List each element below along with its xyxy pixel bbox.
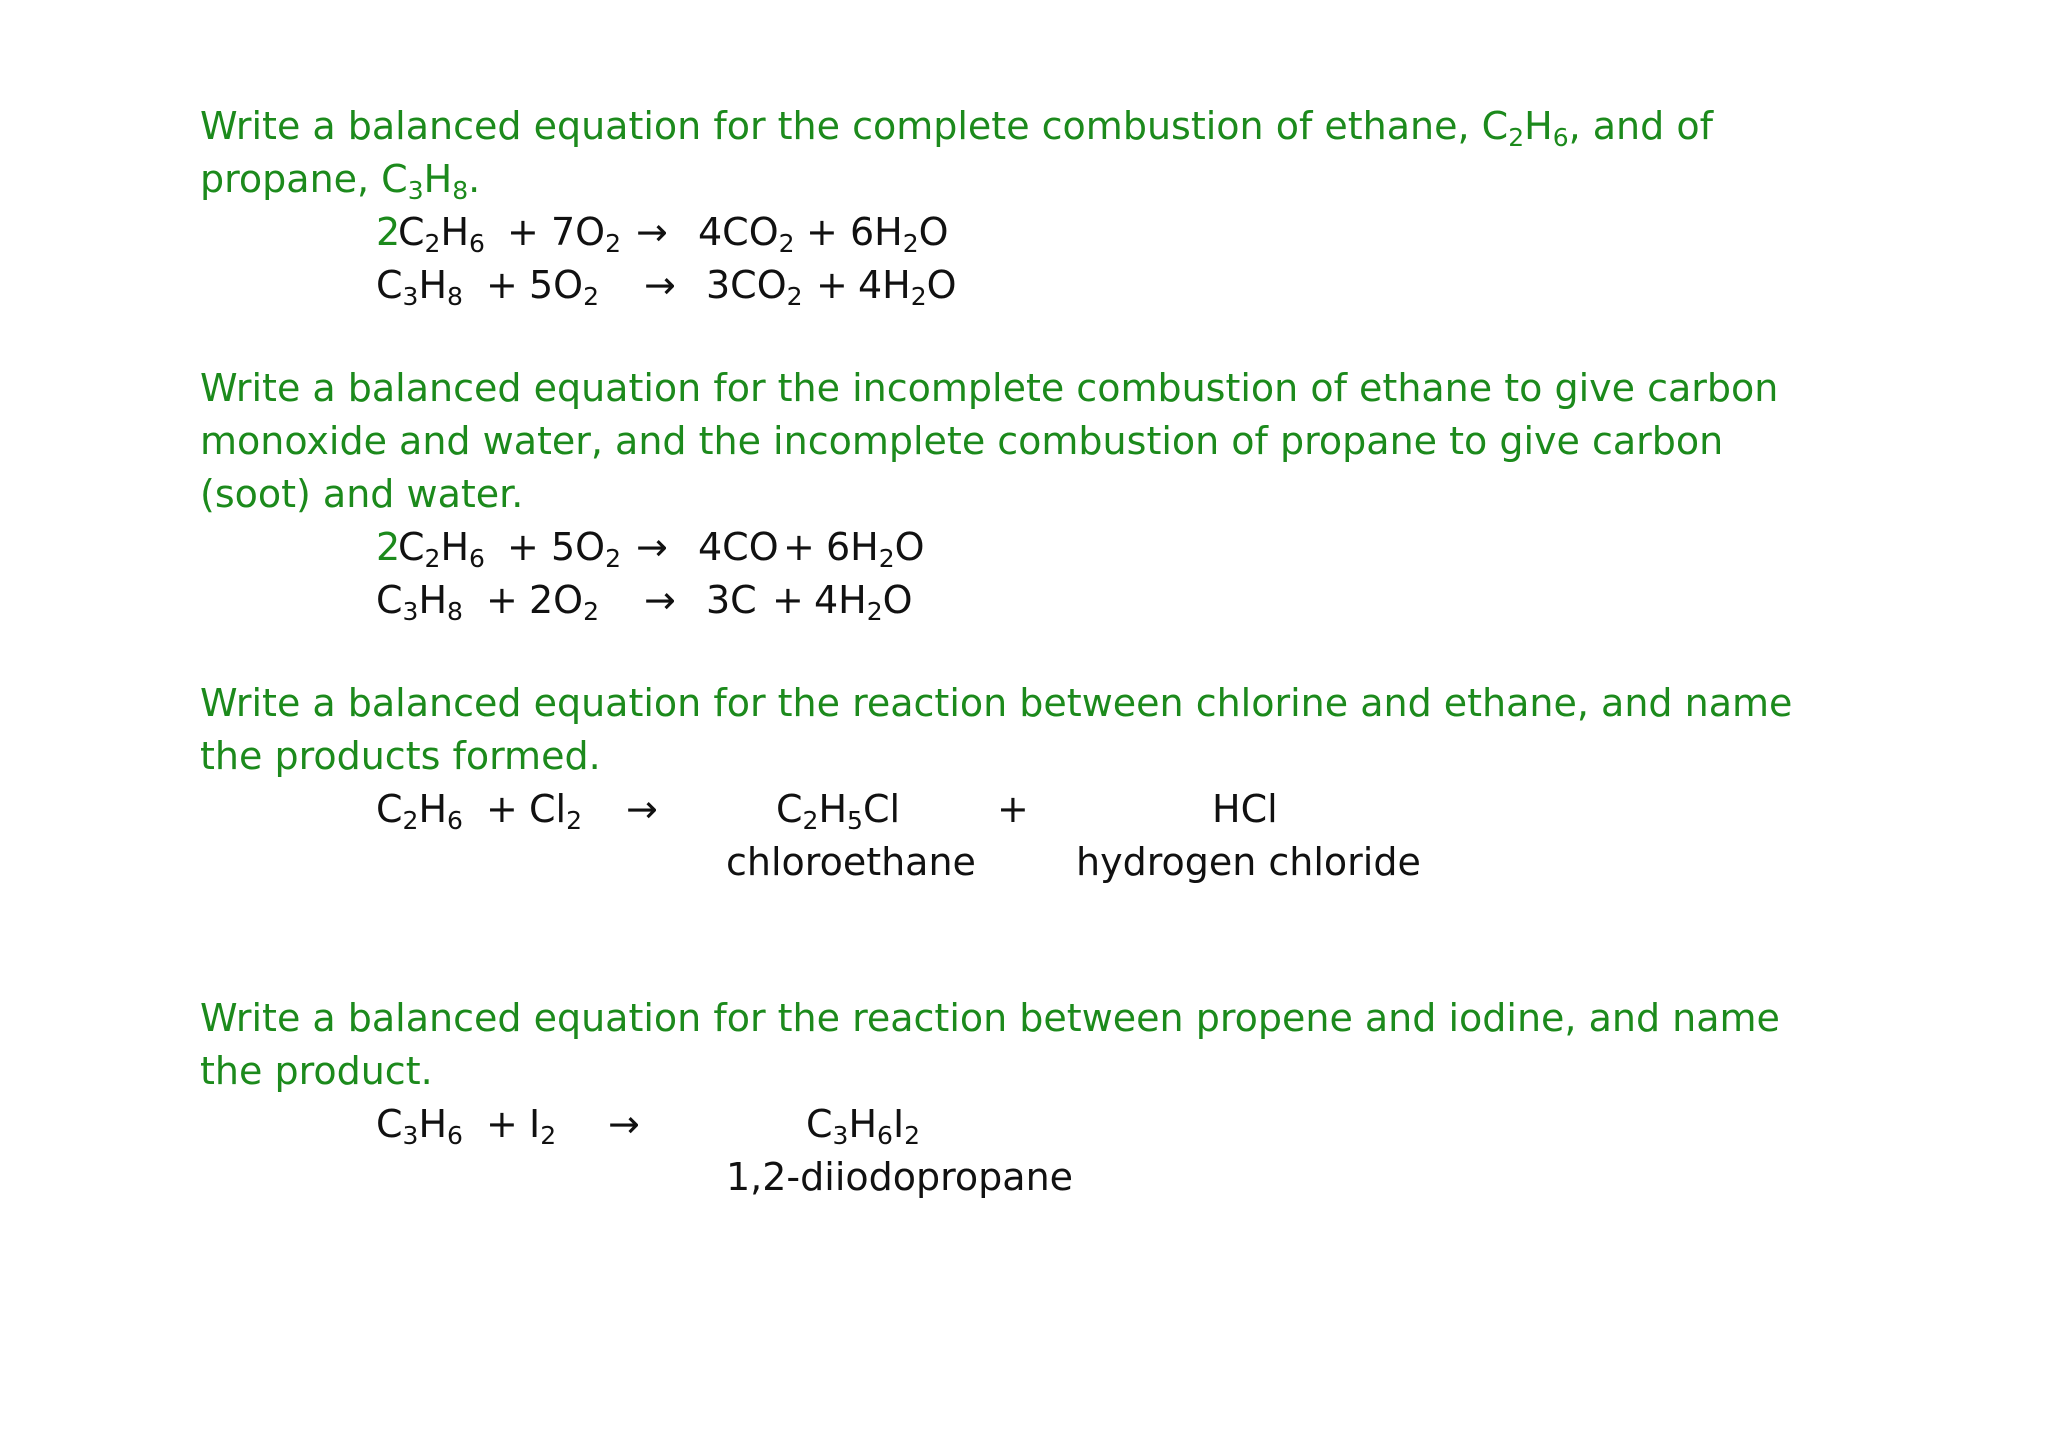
question-3-text: Write a balanced equation for the reaction between chlorine and ethane, and name the products formed.: [200, 681, 1793, 778]
product-name-chloroethane: chloroethane: [726, 840, 976, 884]
question-1-text: Write a balanced equation for the complete combustion of ethane, $C_2H_6$, and of propane, $C_3H_8$.: [200, 104, 1713, 205]
product-name-diiodopropane: 1,2-diiodopropane: [726, 1155, 1074, 1199]
question-2-text: Write a balanced equation for the incomplete combustion of ethane to give carbon monoxide and water, and the incomplete combustion of propane to give carbon (soot) and water.: [200, 366, 1779, 516]
product-name-hydrogen-chloride: hydrogen chloride: [1076, 840, 1421, 884]
question-4-text: Write a balanced equation for the reaction between propene and iodine, and name the product.: [200, 996, 1780, 1093]
